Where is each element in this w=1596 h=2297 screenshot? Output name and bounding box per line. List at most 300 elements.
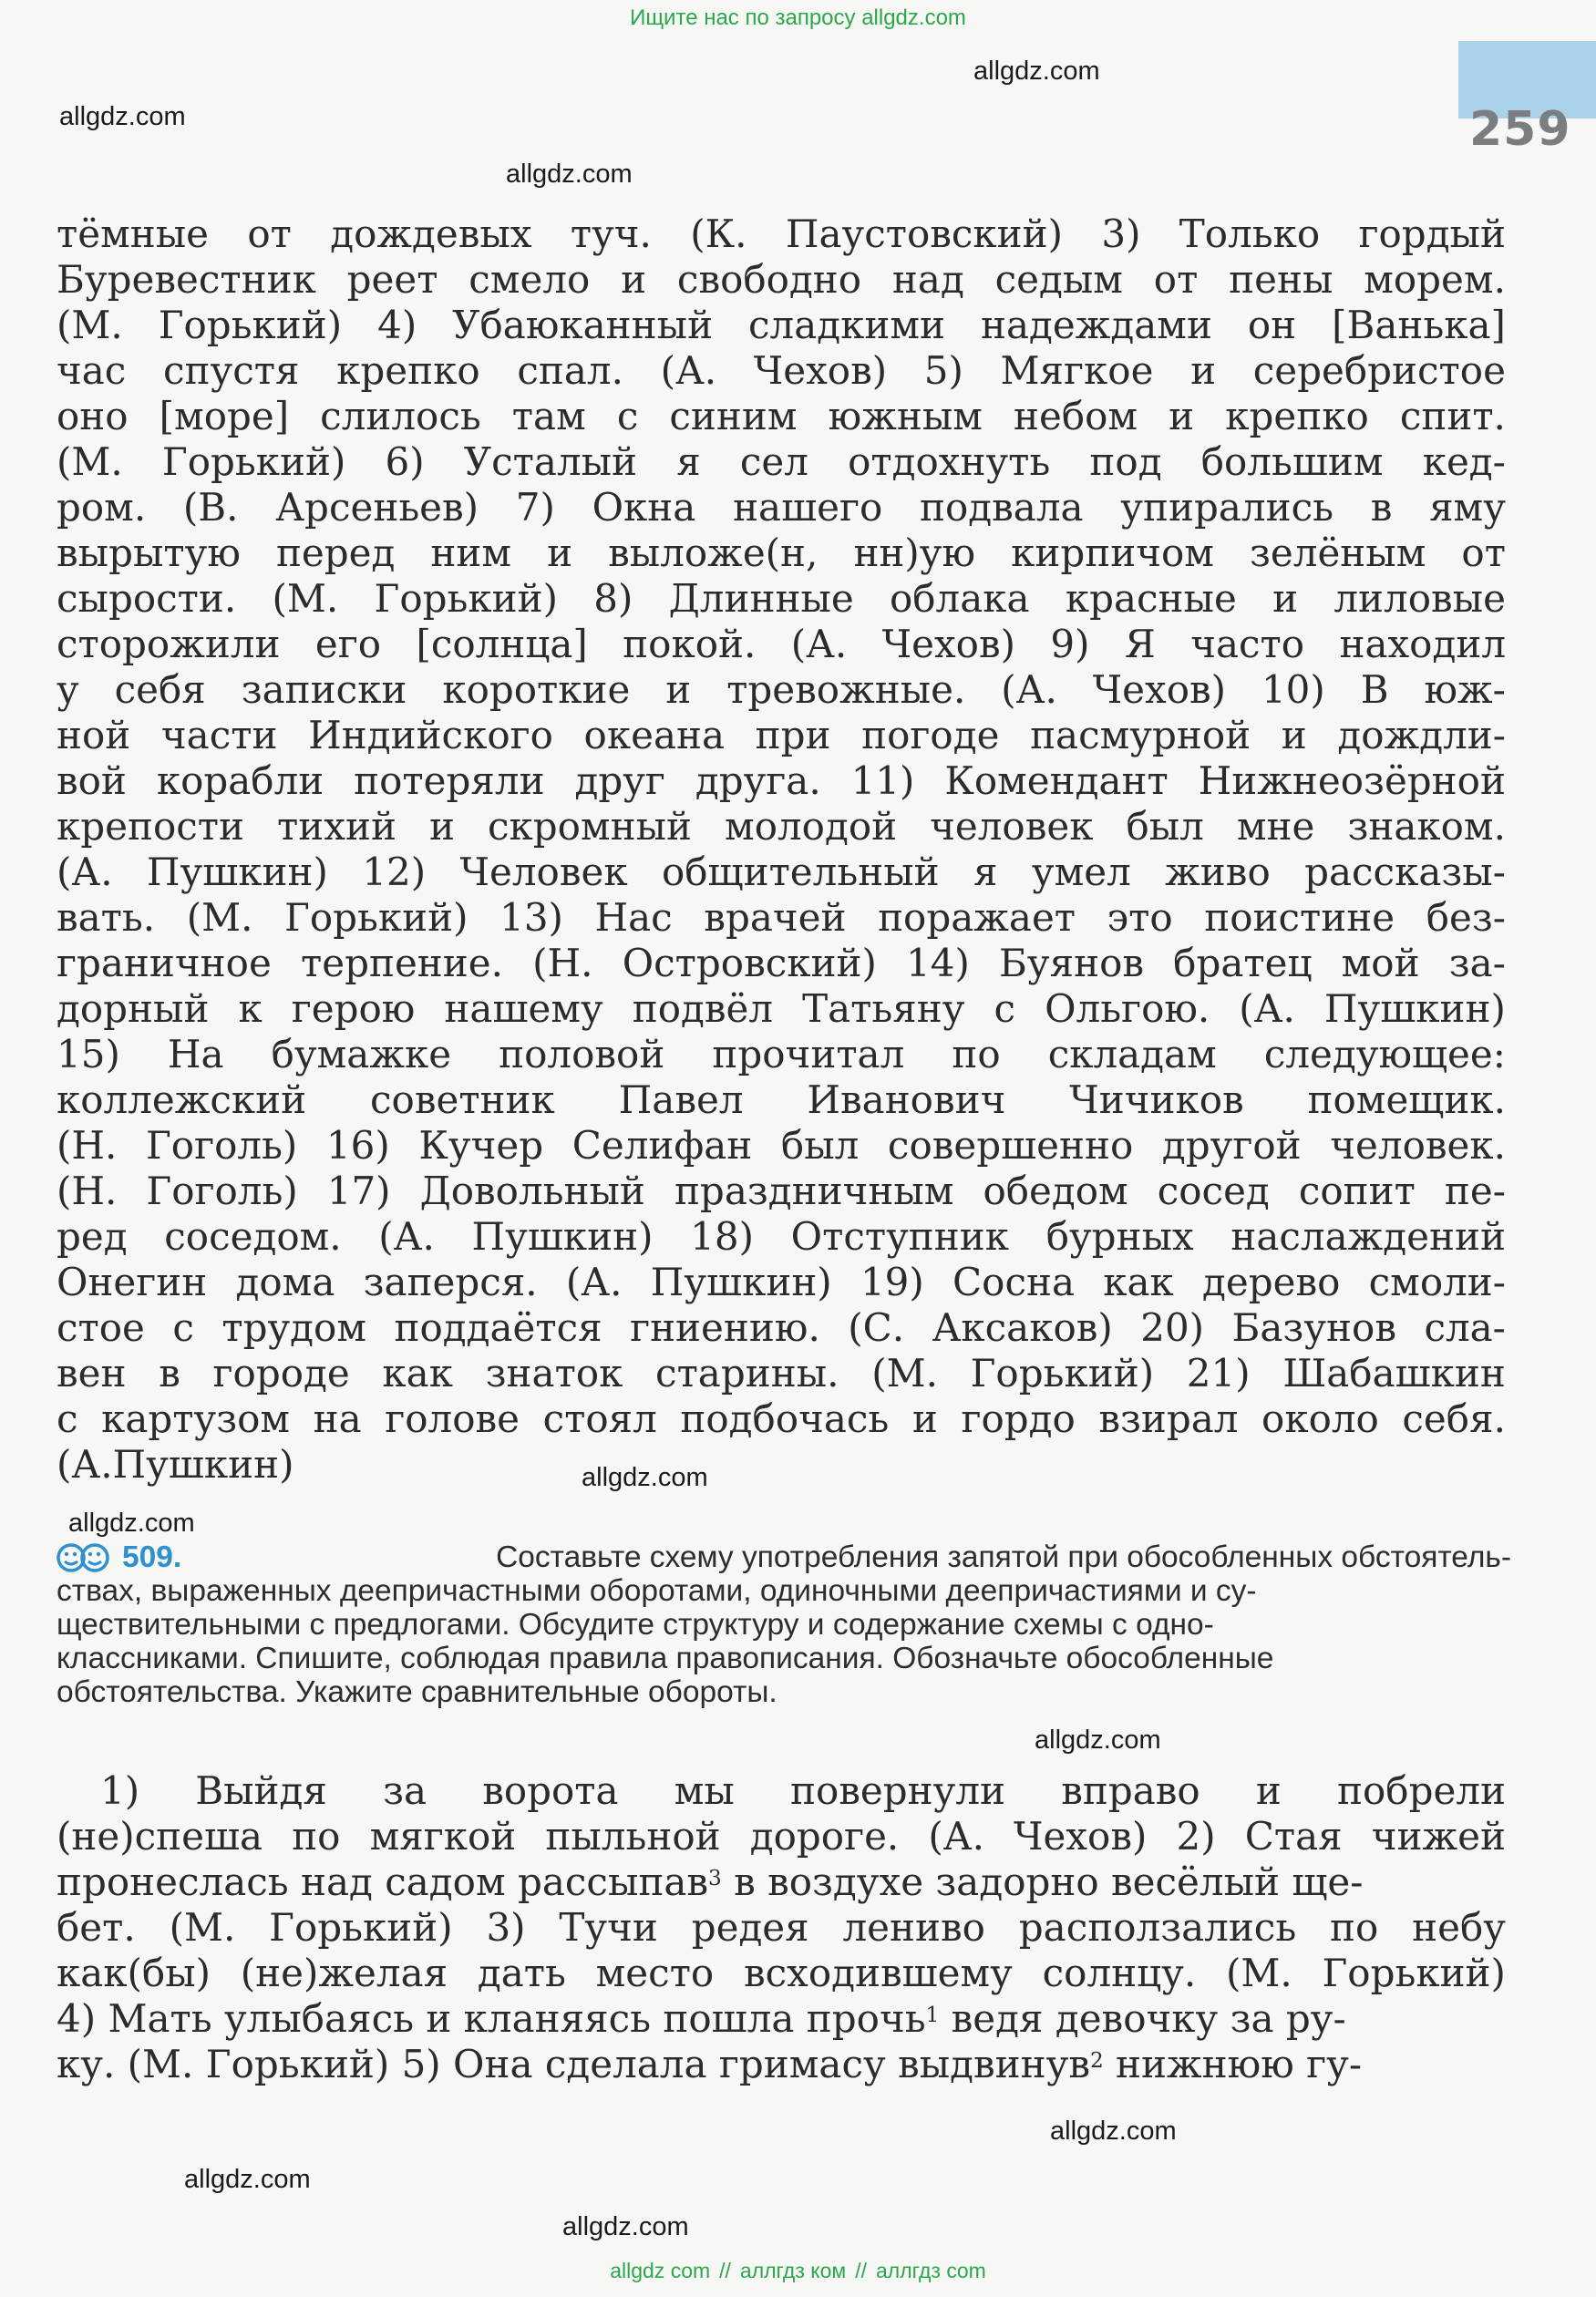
word: Усталый bbox=[463, 439, 638, 484]
footnote-mark: 2 bbox=[1089, 2049, 1104, 2073]
word: (М. bbox=[1225, 1951, 1292, 1995]
word: сла- bbox=[1424, 1305, 1506, 1350]
word: следующее: bbox=[1263, 1032, 1506, 1076]
word: тихий bbox=[277, 804, 396, 849]
word: пыльной bbox=[545, 1814, 721, 1859]
word: (М. bbox=[169, 1905, 236, 1950]
word: гниению. bbox=[630, 1305, 820, 1350]
word: реет bbox=[346, 257, 438, 302]
word: от bbox=[1153, 257, 1199, 302]
word: и bbox=[1190, 348, 1217, 393]
text-line bbox=[57, 576, 1506, 622]
word: за bbox=[383, 1768, 427, 1813]
word: (А. bbox=[378, 1214, 435, 1259]
word: сторожили bbox=[57, 622, 281, 666]
word: Гоголь) bbox=[146, 1169, 298, 1213]
word: вать. bbox=[57, 895, 156, 940]
word: (С. bbox=[848, 1305, 905, 1350]
word: нашему bbox=[444, 986, 603, 1031]
word: отдохнуть bbox=[848, 439, 1051, 484]
word: Отступник bbox=[790, 1214, 1010, 1259]
word: подвала bbox=[920, 485, 1084, 530]
watermark: allgdz.com bbox=[973, 57, 1100, 86]
word: 18) bbox=[690, 1214, 754, 1259]
word: короткие bbox=[442, 667, 631, 712]
main-text bbox=[57, 211, 1506, 1488]
text-line bbox=[57, 211, 1506, 257]
word: Чехов) bbox=[1092, 667, 1227, 712]
word: Сосна bbox=[952, 1260, 1075, 1304]
word: На bbox=[167, 1032, 224, 1076]
word: и bbox=[621, 257, 647, 302]
word: другой bbox=[1161, 1123, 1302, 1168]
word: небу bbox=[1412, 1905, 1506, 1950]
word: дождевых bbox=[330, 211, 532, 256]
word: дома bbox=[235, 1260, 335, 1304]
word: помещик. bbox=[1307, 1077, 1506, 1122]
word: 17) bbox=[326, 1169, 391, 1213]
word: надеждами bbox=[980, 303, 1212, 347]
word: поражает bbox=[878, 895, 1076, 940]
text-line bbox=[57, 1169, 1506, 1214]
exercise-text-line bbox=[57, 1951, 1506, 1996]
exercise-line-text: ствах, выраженных деепричастными оборотами, одиночными деепричастиями и су- bbox=[57, 1574, 1257, 1608]
word: оно bbox=[57, 394, 129, 438]
word: облака bbox=[889, 576, 1030, 621]
word: океана bbox=[583, 713, 726, 757]
word: смело bbox=[469, 257, 591, 302]
word: гордый bbox=[1358, 211, 1506, 256]
word: небом bbox=[1014, 394, 1138, 438]
word: (М. bbox=[186, 895, 253, 940]
word: поддаётся bbox=[394, 1305, 602, 1350]
word: себя. bbox=[1402, 1396, 1506, 1441]
word: Чехов) bbox=[881, 622, 1015, 666]
word: Гоголь) bbox=[145, 1123, 298, 1168]
exercise-text-line bbox=[57, 1859, 1506, 1905]
exercise-text-line bbox=[57, 1996, 1506, 2042]
word: (Н. bbox=[57, 1123, 118, 1168]
word: Базунов bbox=[1231, 1305, 1396, 1350]
word: Пушкин) bbox=[1323, 986, 1506, 1031]
word: (А. bbox=[928, 1814, 984, 1859]
word: друга. bbox=[695, 758, 821, 803]
word: Горький) bbox=[158, 303, 343, 347]
word: был bbox=[1126, 804, 1204, 849]
word: он bbox=[1247, 303, 1297, 347]
word: (не)желая bbox=[240, 1951, 448, 1995]
word: мы bbox=[674, 1768, 735, 1813]
word: находил bbox=[1339, 622, 1506, 666]
word: Тучи bbox=[559, 1905, 658, 1950]
text-line bbox=[57, 348, 1506, 394]
word: красные bbox=[1065, 576, 1237, 621]
text-line bbox=[57, 394, 1506, 439]
word: Выйдя bbox=[195, 1768, 327, 1813]
word: и bbox=[547, 530, 573, 575]
exercise-line-text: Составьте схему употребления запятой при обособленных обстоятель- bbox=[496, 1540, 1511, 1574]
word: Чехов) bbox=[1014, 1814, 1148, 1859]
text-line bbox=[57, 986, 1506, 1032]
text-fragment: ку. (М. Горький) 5) Она сделала гримасу выдвинув$^2$ нижнюю гу- bbox=[57, 2042, 1363, 2086]
text-line bbox=[57, 1260, 1506, 1305]
word: терпение. bbox=[300, 941, 504, 985]
word: седым bbox=[994, 257, 1123, 302]
word: (М. bbox=[57, 439, 123, 484]
word: картузом bbox=[101, 1396, 291, 1441]
word: как(бы) bbox=[57, 1951, 211, 1995]
word: 8) bbox=[593, 576, 633, 621]
word: и bbox=[1281, 713, 1307, 757]
word: сырости. bbox=[57, 576, 237, 621]
word: зелёным bbox=[1250, 530, 1426, 575]
banner-separator: // bbox=[719, 2259, 731, 2282]
word: бурных bbox=[1045, 1214, 1194, 1259]
word: дорный bbox=[57, 986, 210, 1031]
text-line bbox=[57, 1077, 1506, 1123]
text-line bbox=[57, 1442, 1506, 1488]
word: знаком. bbox=[1347, 804, 1506, 849]
watermark: allgdz.com bbox=[68, 1509, 195, 1538]
word: редея bbox=[691, 1905, 809, 1950]
watermark: allgdz.com bbox=[184, 2165, 311, 2194]
site-banner-top[interactable]: Ищите нас по запросу allgdz.com bbox=[630, 5, 966, 30]
word: 12) bbox=[362, 850, 427, 894]
word: с bbox=[994, 986, 1016, 1031]
word: Горький) bbox=[970, 1351, 1155, 1396]
text-fragment: 4) Мать улыбаясь и кланяясь пошла прочь$^1$ ведя девочку за ру- bbox=[57, 1996, 1346, 2041]
word: соседом. bbox=[164, 1214, 342, 1259]
word: вырытую bbox=[57, 530, 241, 575]
exercise-line bbox=[57, 1642, 1511, 1675]
word: Ольгою. bbox=[1045, 986, 1210, 1031]
word: лиловые bbox=[1333, 576, 1506, 621]
word: Пушкин) bbox=[650, 1260, 832, 1304]
word: мягкой bbox=[369, 1814, 517, 1859]
word: погоде bbox=[861, 713, 1000, 757]
word: голове bbox=[385, 1396, 520, 1441]
word: у bbox=[57, 667, 79, 712]
exercise-text-line bbox=[57, 1768, 1506, 1814]
word: Комендант bbox=[944, 758, 1169, 803]
word: Горький) bbox=[374, 576, 558, 621]
word: человек. bbox=[1330, 1123, 1506, 1168]
exercise-line bbox=[57, 1608, 1511, 1642]
word: 10) bbox=[1261, 667, 1325, 712]
word: мне bbox=[1236, 804, 1315, 849]
word: Буревестник bbox=[57, 257, 316, 302]
word: кед- bbox=[1422, 439, 1506, 484]
word: серебристое bbox=[1252, 348, 1506, 393]
text-line bbox=[57, 713, 1506, 758]
word: расползались bbox=[1018, 1905, 1297, 1950]
exercise-509 bbox=[57, 1540, 1511, 1709]
word: Кучер bbox=[418, 1123, 544, 1168]
word: Татьяну bbox=[802, 986, 965, 1031]
word: подбочась bbox=[680, 1396, 890, 1441]
word: перед bbox=[275, 530, 396, 575]
exercise-text bbox=[57, 1768, 1506, 2087]
word: 20) bbox=[1140, 1305, 1205, 1350]
word: части bbox=[160, 713, 278, 757]
exercise-line-text: ществительными с предлогами. Обсудите структуру и содержание схемы с одно- bbox=[57, 1608, 1214, 1642]
word: Селифан bbox=[571, 1123, 753, 1168]
exercise-text-line bbox=[57, 1905, 1506, 1951]
word: (А. bbox=[1239, 986, 1295, 1031]
word: Нижнеозёрной bbox=[1198, 758, 1506, 803]
word: нн)ую bbox=[853, 530, 976, 575]
exercise-line bbox=[57, 1540, 1511, 1574]
word: с bbox=[57, 1396, 78, 1441]
word: выложе(н, bbox=[608, 530, 819, 575]
word: умел bbox=[1031, 850, 1131, 894]
watermark: allgdz.com bbox=[59, 102, 186, 131]
watermark: allgdz.com bbox=[582, 1463, 708, 1492]
text-line bbox=[57, 1396, 1506, 1442]
word: дерево bbox=[1202, 1260, 1341, 1304]
word: от bbox=[1461, 530, 1506, 575]
word: поистине bbox=[1204, 895, 1395, 940]
word: туч. bbox=[570, 211, 652, 256]
word: Буянов bbox=[999, 941, 1145, 985]
word: обедом bbox=[983, 1169, 1128, 1213]
word: Индийского bbox=[308, 713, 553, 757]
watermark: allgdz.com bbox=[562, 2212, 689, 2241]
word: морем. bbox=[1364, 257, 1506, 302]
word: [Ванька] bbox=[1332, 303, 1506, 347]
text-line bbox=[57, 895, 1506, 941]
word: 14) bbox=[906, 941, 970, 985]
word: яму bbox=[1429, 485, 1506, 530]
word: под bbox=[1089, 439, 1162, 484]
word: складам bbox=[1047, 1032, 1217, 1076]
word: на bbox=[313, 1396, 362, 1441]
page-number: 259 bbox=[1469, 102, 1571, 157]
exercise-text-line bbox=[57, 2042, 1506, 2087]
word: Аксаков) bbox=[932, 1305, 1113, 1350]
word: братец bbox=[1173, 941, 1313, 985]
text-line bbox=[57, 758, 1506, 804]
word: (Н. bbox=[532, 941, 593, 985]
word: чижей bbox=[1371, 1814, 1506, 1859]
word: (А. bbox=[1001, 667, 1057, 712]
word: 5) bbox=[923, 348, 963, 393]
word: побрели bbox=[1337, 1768, 1506, 1813]
word: 16) bbox=[325, 1123, 390, 1168]
word: с bbox=[616, 394, 639, 438]
word: его bbox=[314, 622, 382, 666]
word: Окна bbox=[592, 485, 696, 530]
word: сопит bbox=[1298, 1169, 1416, 1213]
word: Паустовский) bbox=[785, 211, 1064, 256]
word: Арсеньев) bbox=[275, 485, 479, 530]
exercise-text-line bbox=[57, 1814, 1506, 1859]
text-line bbox=[57, 1305, 1506, 1351]
word: по bbox=[1330, 1905, 1379, 1950]
word: ворота bbox=[482, 1768, 619, 1813]
word: Только bbox=[1179, 211, 1321, 256]
word: подвёл bbox=[632, 986, 774, 1031]
word: герою bbox=[291, 986, 416, 1031]
word: и bbox=[1255, 1768, 1282, 1813]
word: ред bbox=[57, 1214, 128, 1259]
text-line bbox=[57, 485, 1506, 530]
word: около bbox=[1261, 1396, 1379, 1441]
word: праздничным bbox=[674, 1169, 954, 1213]
word: Онегин bbox=[57, 1260, 208, 1304]
banner-part: аллгдз com bbox=[875, 2259, 986, 2282]
word: Островский) bbox=[622, 941, 877, 985]
word: пены bbox=[1229, 257, 1333, 302]
word: дождли- bbox=[1337, 713, 1506, 757]
exercise-number: 509. bbox=[122, 1540, 182, 1574]
word: вой bbox=[57, 758, 127, 803]
text-line bbox=[57, 1032, 1506, 1077]
word: был bbox=[780, 1123, 860, 1168]
word: В bbox=[1360, 667, 1389, 712]
word: себя bbox=[114, 667, 206, 712]
text-line bbox=[57, 667, 1506, 713]
word: 3) bbox=[1101, 211, 1141, 256]
word: (А. bbox=[660, 348, 717, 393]
text-line bbox=[57, 530, 1506, 576]
word: 1) bbox=[100, 1768, 140, 1813]
word: Павел bbox=[618, 1077, 744, 1122]
text-line bbox=[57, 257, 1506, 303]
word: человек bbox=[930, 804, 1094, 849]
text-line bbox=[57, 804, 1506, 850]
word: потеряли bbox=[354, 758, 545, 803]
word: (К. bbox=[690, 211, 747, 256]
word: и bbox=[911, 1396, 938, 1441]
text-line bbox=[57, 941, 1506, 986]
word: в bbox=[1370, 485, 1393, 530]
footnote-mark: 1 bbox=[925, 2003, 940, 2027]
word: упирались bbox=[1120, 485, 1333, 530]
word: (А. bbox=[57, 850, 113, 894]
text-line bbox=[57, 622, 1506, 667]
word: старины. bbox=[655, 1351, 839, 1396]
word: взирал bbox=[1098, 1396, 1239, 1441]
word: лениво bbox=[842, 1905, 985, 1950]
word: и bbox=[1272, 576, 1299, 621]
word: покой. bbox=[623, 622, 757, 666]
exercise-line bbox=[57, 1574, 1511, 1608]
site-banner-bottom[interactable] bbox=[0, 2259, 1596, 2283]
text-fragment: пронеслась над садом рассыпав$^3$ в воздухе задорно весёлый ще- bbox=[57, 1859, 1364, 1904]
text-line bbox=[57, 303, 1506, 348]
word: 4) bbox=[377, 303, 417, 347]
word: по bbox=[952, 1032, 1001, 1076]
word: ной bbox=[57, 713, 131, 757]
word: живо bbox=[1165, 850, 1271, 894]
word: Пушкин) bbox=[146, 850, 328, 894]
word: трудом bbox=[221, 1305, 366, 1350]
word: друг bbox=[574, 758, 665, 803]
word: дороге. bbox=[749, 1814, 900, 1859]
word: Нас bbox=[594, 895, 673, 940]
word: повернули bbox=[790, 1768, 1006, 1813]
word: Пушкин) bbox=[112, 1442, 294, 1487]
word: корабли bbox=[156, 758, 324, 803]
word: и bbox=[665, 667, 692, 712]
exercise-line bbox=[57, 1675, 1511, 1709]
word: от bbox=[247, 211, 292, 256]
word: совершенно bbox=[887, 1123, 1134, 1168]
word: с bbox=[172, 1305, 194, 1350]
text-line bbox=[57, 1214, 1506, 1260]
banner-part: allgdz com bbox=[610, 2259, 711, 2282]
word: 7) bbox=[515, 485, 555, 530]
word: в bbox=[159, 1351, 180, 1396]
word: знаток bbox=[485, 1351, 623, 1396]
word: к bbox=[238, 986, 263, 1031]
footnote-mark: 3 bbox=[708, 1867, 722, 1890]
word: (М. bbox=[272, 576, 339, 621]
word: Я bbox=[1124, 622, 1156, 666]
text-line bbox=[57, 850, 1506, 895]
word: Горький) bbox=[1322, 1951, 1506, 1995]
exercise-line-text: классниками. Спишите, соблюдая правила правописания. Обозначьте обособленные bbox=[57, 1642, 1274, 1675]
word: 3) bbox=[486, 1905, 526, 1950]
word: кирпичом bbox=[1011, 530, 1214, 575]
word: (А. bbox=[565, 1260, 623, 1304]
word: ром. bbox=[57, 485, 147, 530]
word: Горький) bbox=[284, 895, 469, 940]
word: спустя bbox=[163, 348, 300, 393]
word: Человек bbox=[459, 850, 628, 894]
word: пе- bbox=[1444, 1169, 1506, 1213]
word: рассказы- bbox=[1304, 850, 1506, 894]
pair-work-icon bbox=[57, 1541, 109, 1574]
word: без- bbox=[1426, 895, 1506, 940]
banner-separator: // bbox=[855, 2259, 867, 2282]
word: Шабашкин bbox=[1282, 1351, 1506, 1396]
exercise-line-text: обстоятельства. Укажите сравнительные обороты. bbox=[57, 1675, 777, 1709]
word: сосед bbox=[1157, 1169, 1270, 1213]
word: дать bbox=[477, 1951, 566, 1995]
word: крепко bbox=[1225, 394, 1369, 438]
word: общительный bbox=[661, 850, 940, 894]
word: городе bbox=[212, 1351, 350, 1396]
word: над bbox=[891, 257, 964, 302]
word: там bbox=[511, 394, 586, 438]
word: (А. bbox=[57, 1442, 113, 1487]
word: Мягкое bbox=[1000, 348, 1154, 393]
word: крепко bbox=[336, 348, 480, 393]
word: 19) bbox=[860, 1260, 924, 1304]
word: половой bbox=[499, 1032, 665, 1076]
exercise-head bbox=[57, 1540, 194, 1574]
word: сладкими bbox=[748, 303, 946, 347]
word: бет. bbox=[57, 1905, 136, 1950]
word: Убаюканный bbox=[452, 303, 714, 347]
word: большим bbox=[1200, 439, 1384, 484]
watermark: allgdz.com bbox=[506, 160, 633, 189]
word: Довольный bbox=[419, 1169, 645, 1213]
word: (Н. bbox=[57, 1169, 118, 1213]
word: 9) bbox=[1050, 622, 1090, 666]
word: (М. bbox=[871, 1351, 938, 1396]
word: место bbox=[595, 1951, 715, 1995]
word: стоял bbox=[542, 1396, 657, 1441]
word: нашего bbox=[733, 485, 883, 530]
word: тревожные. bbox=[726, 667, 966, 712]
word: час bbox=[57, 348, 127, 393]
word: как bbox=[1103, 1260, 1174, 1304]
word: крепости bbox=[57, 804, 245, 849]
word: молодой bbox=[725, 804, 898, 849]
